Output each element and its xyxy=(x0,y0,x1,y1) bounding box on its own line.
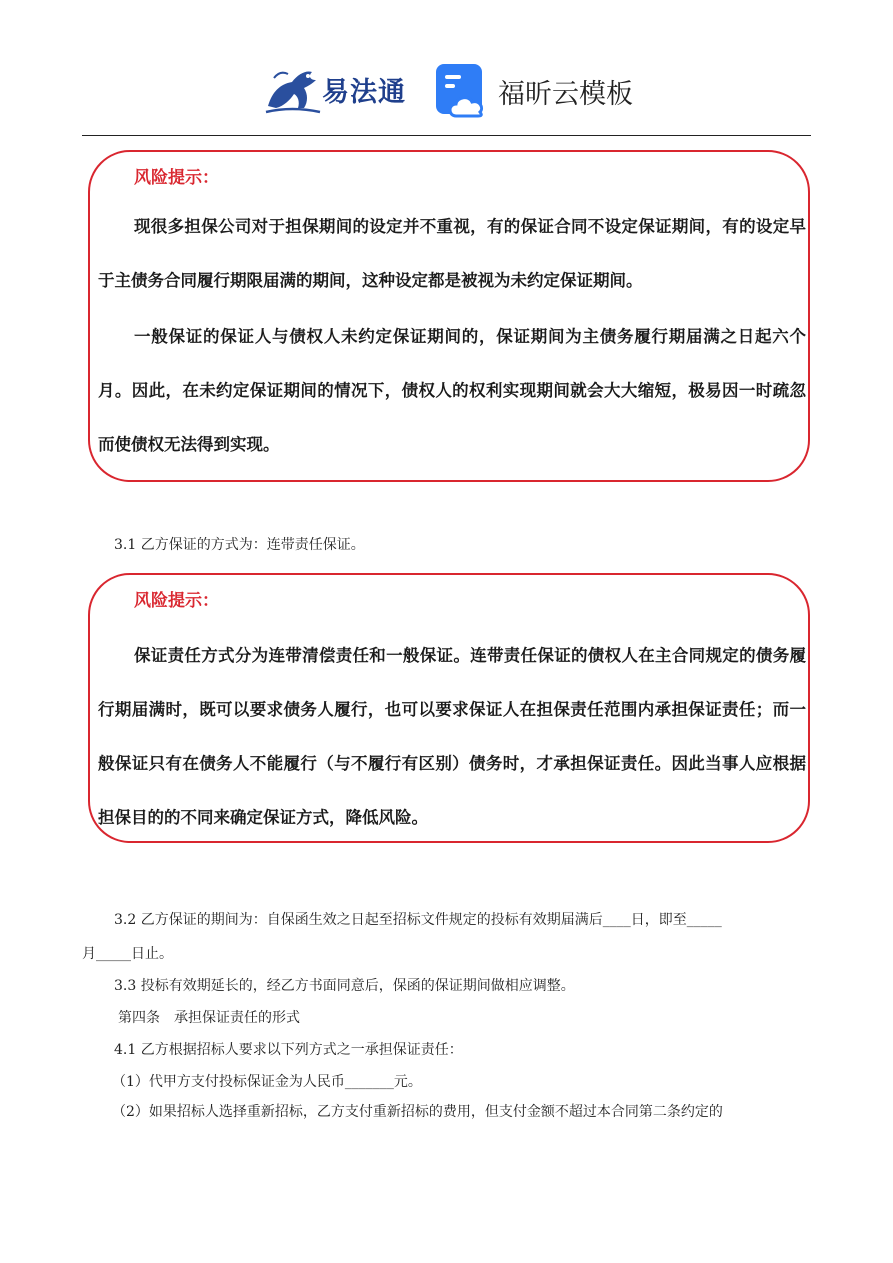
clause-4-1-item-1: （1）代甲方支付投标保证金为人民币_______元。 xyxy=(112,1074,422,1090)
risk-warning-title: 风险提示： xyxy=(134,591,219,611)
page-header xyxy=(0,0,893,136)
clause-3-3: 3.3 投标有效期延长的，经乙方书面同意后，保函的保证期间做相应调整。 xyxy=(114,978,575,994)
risk-warning-paragraph: 保证责任方式分为连带清偿责任和一般保证。连带责任保证的债权人在主合同规定的债务履行期届满时，既可以要求债务人履行，也可以要求保证人在担保责任范围内承担保证责任；而一般保证只有在债务人不能履行（与不履行有区别）债务时，才承担保证责任。因此当事人应根据担保目的的不同来确定保证方式，降低风险。 xyxy=(98,646,806,827)
risk-warning-box xyxy=(88,573,810,843)
risk-warning-box xyxy=(88,150,810,482)
article-4-heading: 第四条 承担保证责任的形式 xyxy=(118,1010,300,1026)
logo-text-yifatong: 易法通 xyxy=(322,77,406,108)
clause-3-1: 3.1 乙方保证的方式为：连带责任保证。 xyxy=(114,537,365,553)
yifatong-logo xyxy=(262,62,412,116)
risk-warning-paragraph: 现很多担保公司对于担保期间的设定并不重视，有的保证合同不设定保证期间，有的设定早于主债务合同履行期限届满的期间，这种设定都是被视为未约定保证期间。 xyxy=(98,217,806,290)
clause-4-1: 4.1 乙方根据招标人要求以下列方式之一承担保证责任： xyxy=(114,1042,463,1058)
clause-3-2-continued: 月_____日止。 xyxy=(82,946,173,962)
header-divider xyxy=(82,135,811,136)
clause-3-2: 3.2 乙方保证的期间为：自保函生效之日起至招标文件规定的投标有效期届满后____日，即至_____ xyxy=(114,912,722,928)
qilin-icon xyxy=(262,62,324,116)
logo-text-foxit: 福昕云模板 xyxy=(498,79,633,110)
cloud-document-icon xyxy=(436,64,488,118)
clause-4-1-item-2: （2）如果招标人选择重新招标，乙方支付重新招标的费用，但支付金额不超过本合同第二条约定的 xyxy=(112,1104,723,1120)
risk-warning-title: 风险提示： xyxy=(134,168,219,188)
risk-warning-paragraph: 一般保证的保证人与债权人未约定保证期间的，保证期间为主债务履行期届满之日起六个月。因此，在未约定保证期间的情况下，债权人的权利实现期间就会大大缩短，极易因一时疏忽而使债权无法得到实现。 xyxy=(98,327,806,454)
